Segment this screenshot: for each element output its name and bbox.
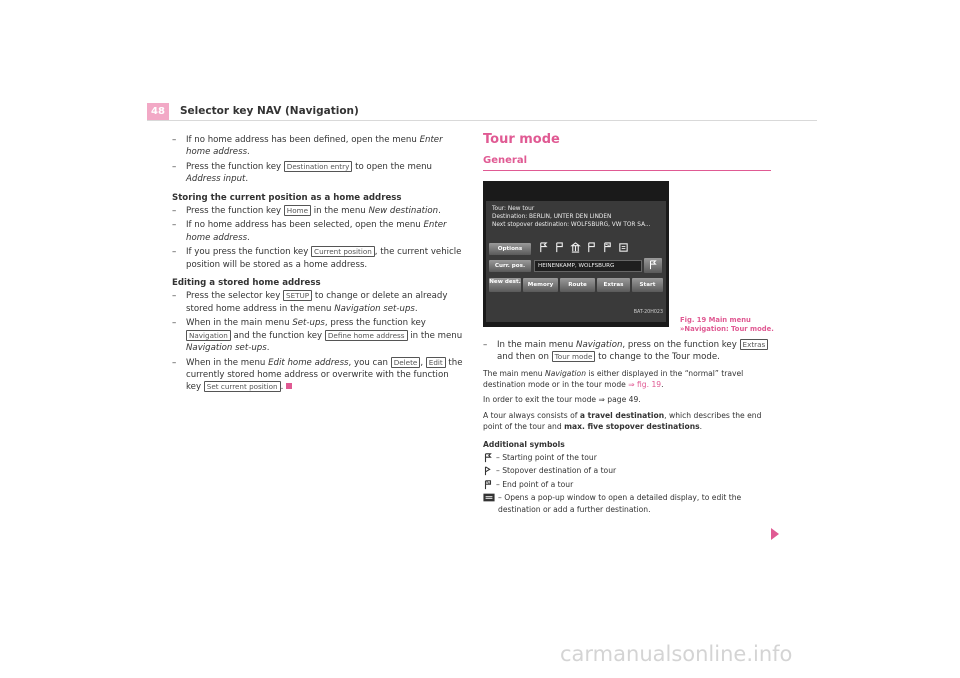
tour-next-stopover: Next stopover destination: WOLFSBURG, VW TOR SA... <box>492 222 651 229</box>
stopover-icon <box>483 466 493 476</box>
landmark-icon <box>570 242 581 253</box>
section-heading: Editing a stored home address <box>172 278 321 289</box>
figure-code: BAT-20H023 <box>633 310 663 316</box>
section-subtitle: General <box>483 155 527 167</box>
list-item: – If no home address has been defined, open the menu Enter home address. <box>172 135 443 158</box>
tour-info <box>492 205 650 230</box>
key-home: Home <box>284 205 311 216</box>
key-edit: Edit <box>426 357 446 368</box>
tour-symbols <box>536 240 631 256</box>
next-page-arrow-icon <box>771 528 779 540</box>
list-item: – If no home address has been selected, open the menu Enter home address. <box>172 220 447 243</box>
start-point-icon <box>483 453 493 463</box>
list-item: – Press the function key Home in the menu New destination. <box>172 206 441 217</box>
list-item: – Press the function key Destination entry to open the menu Address input. <box>172 161 432 185</box>
additional-symbols-heading: Additional symbols <box>483 439 565 449</box>
header-rule <box>147 120 817 121</box>
paragraph: A tour always consists of a travel destination, which describes the end point of the tour and max. five stopover destinations. <box>483 410 762 432</box>
memory-button: Memory <box>523 278 558 292</box>
paragraph: In order to exit the tour mode ⇒ page 49. <box>483 395 641 405</box>
list-item: – When in the menu Edit home address, you can Delete , Edit the currently stored home address or overwrite with the function key Set current position . <box>172 357 463 393</box>
key-destination-entry: Destination entry <box>284 161 353 172</box>
symbol-end-row: – End point of a tour <box>483 479 773 490</box>
page-header-title: Selector key NAV (Navigation) <box>180 105 359 117</box>
page-number: 48 <box>147 103 169 120</box>
list-item: – In the main menu Navigation, press on the function key Extras and then on Tour mode to change to the Tour mode. <box>483 339 773 364</box>
section-heading: Storing the current position as a home address <box>172 192 402 203</box>
tour-name: Tour: New tour <box>492 205 535 212</box>
start-button: Start <box>632 278 663 292</box>
symbol-start-row: – Starting point of the tour <box>483 452 773 463</box>
watermark: carmanualsonline.info <box>560 642 793 666</box>
key-define-home-address: Define home address <box>325 330 408 341</box>
list-item: – Press the selector key SETUP to change or delete an already stored home address in the menu Navigation set-ups. <box>172 291 448 314</box>
key-set-current-position: Set current position <box>204 381 281 392</box>
section-end-marker <box>286 383 292 389</box>
section-title: Tour mode <box>483 132 560 147</box>
flag-button <box>644 258 662 273</box>
stopover-icon <box>586 242 597 253</box>
start-point-icon <box>538 242 549 253</box>
key-delete: Delete <box>391 357 421 368</box>
stopover-icon <box>554 242 565 253</box>
subtitle-rule <box>483 170 771 171</box>
figure-link[interactable]: ⇒ fig. 19 <box>628 380 662 390</box>
left-column <box>172 134 466 396</box>
route-button: Route <box>560 278 595 292</box>
key-current-position: Current position <box>311 246 375 257</box>
tour-destination: Destination: BERLIN, UNTER DEN LINDEN <box>492 214 612 221</box>
symbol-details-row: – Opens a pop-up window to open a detailed display, to edit the destination or add a further destination. <box>483 492 773 515</box>
new-destination-button: New dest. <box>489 278 521 292</box>
key-tour-mode: Tour mode <box>552 351 596 362</box>
list-item: – When in the main menu Set-ups, press the function key Navigation and the function key Define home address in the menu Navigation set-ups. <box>172 318 463 354</box>
details-icon <box>618 242 629 253</box>
symbol-stopover-row: – Stopover destination of a tour <box>483 465 773 476</box>
key-navigation: Navigation <box>186 330 231 341</box>
options-button: Options <box>489 243 531 255</box>
key-extras: Extras <box>740 339 769 350</box>
paragraph: The main menu Navigation is either displayed in the “normal” travel destination mode or in the tour mode ⇒ fig. 19. <box>483 368 744 390</box>
extras-button: Extras <box>597 278 630 292</box>
end-point-icon <box>483 480 493 490</box>
nav-screen <box>486 201 666 322</box>
list-item: – If you press the function key Current position , the current vehicle position will be stored as a home address. <box>172 247 462 270</box>
address-field: HEINENKAMP, WOLFSBURG <box>534 260 642 272</box>
current-position-button: Curr. pos. <box>489 260 531 272</box>
flag-icon <box>648 260 658 270</box>
details-icon <box>483 493 495 502</box>
figure-19-screen <box>483 181 669 327</box>
end-point-icon <box>602 242 613 253</box>
figure-caption: Fig. 19 Main menu »Navigation: Tour mode. <box>680 316 774 333</box>
key-setup: SETUP <box>283 290 312 301</box>
